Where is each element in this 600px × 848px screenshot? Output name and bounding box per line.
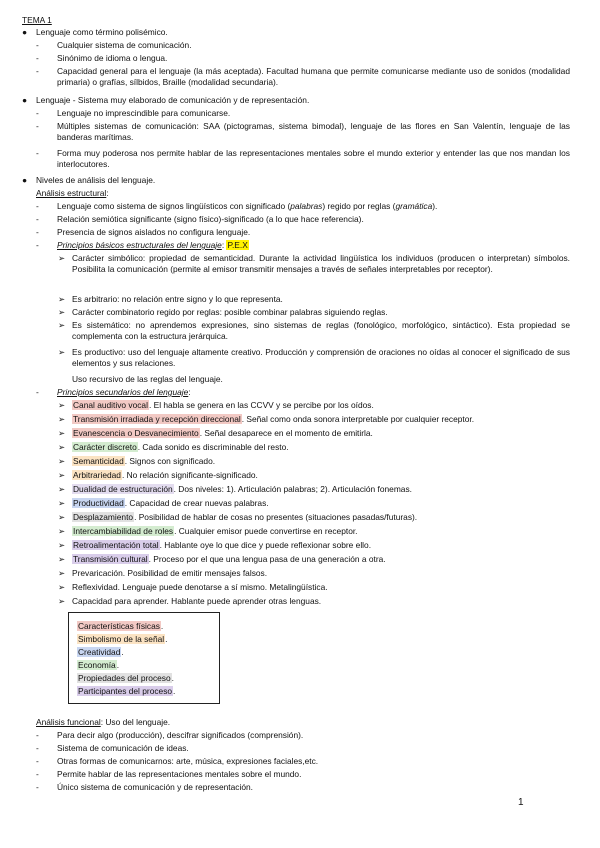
arrow-item: ➢ Capacidad para aprender. Hablante puede aprender otras lenguas.: [58, 596, 322, 606]
arrow-item: ➢ Dualidad de estructuración. Dos niveles: 1). Articulación palabras; 2). Articulación fonemas.: [58, 484, 412, 494]
dash-icon: -: [36, 730, 39, 740]
arrow-item: ➢ Retroalimentación total. Hablante oye lo que dice y puede reflexionar sobre ello.: [58, 540, 372, 550]
dash-icon: -: [36, 66, 39, 76]
legend-item: Creatividad.: [78, 647, 124, 657]
list-item: - Capacidad general para el lenguaje (la más aceptada). Facultad humana que permite comunicarse mediante uso de sonidos (modalidad primaria) o grafías, sílbidos, Braille (modalidad secundaria).: [36, 66, 570, 87]
arrow-icon: ➢: [58, 512, 66, 522]
arrow-item: ➢ Evanescencia o Desvanecimiento. Señal desaparece en el momento de emitirla.: [58, 428, 373, 438]
arrow-icon: ➢: [58, 526, 66, 536]
arrow-item: ➢ Reflexividad. Lenguaje puede denotarse a sí mismo. Metalingüística.: [58, 582, 328, 592]
dash-icon: -: [36, 240, 39, 250]
estructural-heading: Análisis estructural:: [36, 188, 109, 198]
arrow-icon: ➢: [58, 347, 66, 357]
arrow-icon: ➢: [58, 320, 66, 330]
pex-highlight: P.E.X: [227, 240, 248, 250]
dash-icon: -: [36, 387, 39, 397]
arrow-item-continuation: Uso recursivo de las reglas del lenguaje.: [72, 374, 223, 384]
arrow-item: ➢ Es sistemático: no aprendemos expresiones, sino sistemas de reglas (fonológico, morfológico, sintáctico). Esta propiedad se complementa con la estructura jerárquica.: [58, 320, 570, 341]
arrow-icon: ➢: [58, 456, 66, 466]
arrow-item: ➢ Desplazamiento. Posibilidad de hablar de cosas no presentes (situaciones pasadas/futuras).: [58, 512, 418, 522]
dash-icon: -: [36, 782, 39, 792]
arrow-item: ➢ Carácter combinatorio regido por reglas: posible combinar palabras siguiendo reglas.: [58, 307, 388, 317]
bullet-icon: ●: [22, 95, 28, 105]
dash-icon: -: [36, 743, 39, 753]
arrow-icon: ➢: [58, 428, 66, 438]
legend-item: Propiedades del proceso.: [78, 673, 174, 683]
arrow-icon: ➢: [58, 470, 66, 480]
arrow-icon: ➢: [58, 568, 66, 578]
arrow-item: ➢ Carácter discreto. Cada sonido es discriminable del resto.: [58, 442, 289, 452]
category-legend-box: [68, 612, 220, 704]
arrow-icon: ➢: [58, 400, 66, 410]
arrow-icon: ➢: [58, 554, 66, 564]
dash-icon: -: [36, 201, 39, 211]
page-number: 1: [518, 797, 524, 808]
legend-item: Simbolismo de la señal.: [78, 634, 168, 644]
arrow-item: ➢ Prevaricación. Posibilidad de emitir mensajes falsos.: [58, 568, 268, 578]
arrow-icon: ➢: [58, 414, 66, 424]
arrow-icon: ➢: [58, 442, 66, 452]
arrow-item: ➢ Intercambiabilidad de roles. Cualquier emisor puede convertirse en receptor.: [58, 526, 358, 536]
dash-icon: -: [36, 53, 39, 63]
arrow-item: ➢ Semanticidad. Signos con significado.: [58, 456, 216, 466]
dash-icon: -: [36, 756, 39, 766]
arrow-icon: ➢: [58, 498, 66, 508]
dash-icon: -: [36, 214, 39, 224]
dash-icon: -: [36, 40, 39, 50]
dash-icon: -: [36, 121, 39, 131]
dash-icon: -: [36, 227, 39, 237]
legend-item: Participantes del proceso.: [78, 686, 176, 696]
arrow-item: ➢ Arbitrariedad. No relación significante-significado.: [58, 470, 258, 480]
document-page: TEMA 1 ● Lenguaje como término polisémico. - Cualquier sistema de comunicación. - Sinónimo de idioma o lengua. - Capacidad general para el lenguaje (la más aceptada). Facultad humana que permite comunicarse mediante uso de sonidos (modalidad primaria) o grafías, sílbidos, Braille (modalidad secundaria). ● Lenguaje - Sistema muy elaborado de comunicación y de representación. - Lenguaje no imprescindible para comunicarse. - Múltiples sistemas de comunicación: SAA (pictogramas, sistema bimodal), lenguaje de las flores en San Valentín, lenguaje de las banderas marítimas. - Forma muy poderosa nos permite hablar de las representaciones mentales sobre el mundo exterior y entender las que nos mandan los interlocutores. ● Niveles de análisis del lenguaje. Análisis estructural: - Lenguaje como sistema de signos lingüísticos con significado (palabras) regido por reglas (gramática). - Relación semiótica significante (signo físico)-significado (a lo que hace referencia). - Presencia de signos aislados no configura lenguaje. - Principios básicos estructurales del lenguaje: P.E.X ➢ Carácter simbólico: propiedad de semanticidad. Durante la actividad lingüística los individuos (producen o interpretan) símbolos. Posibilita la comunicación (permite al emisor transmitir mensajes a través de señales interpretables por receptor). ➢ Es arbitrario: no relación entre signo y lo que representa. ➢ Carácter combinatorio regido por reglas: posible combinar palabras siguiendo reglas. ➢ Es sistemático: no aprendemos expresiones, sino sistemas de reglas (fonológico, morfológico, sintáctico). Esta propiedad se complementa con la estructura jerárquica. ➢ Es productivo: uso del lenguaje altamente creativo. Producción y comprensión de oraciones no oídas al conocer el significado de sus elementos y sus relaciones. Uso recursivo de las reglas del lenguaje. - Principios secundarios del lenguaje: ➢ Canal auditivo vocal. El habla se genera en las CCVV y se percibe por los oídos. ➢ Transmisión irradiada y recepción direccional. Señal como onda sonora interpretable por cualquier receptor. ➢ Evanescencia o Desvanecimiento. Señal desaparece en el momento de emitirla. ➢ Carácter discreto. Cada sonido es discriminable del resto. ➢ Semanticidad. Signos con significado. ➢ Arbitrariedad. No relación significante-significado. ➢ Dualidad de estructuración. Dos niveles: 1). Articulación palabras; 2). Articulación fonemas. ➢ Productividad. Capacidad de crear nuevas palabras. ➢ Desplazamiento. Posibilidad de hablar de cosas no presentes (situaciones pasadas/futuras). ➢ Intercambiabilidad de roles. Cualquier emisor puede convertirse en receptor. ➢ Retroalimentación total. Hablante oye lo que dice y puede reflexionar sobre ello. ➢ Transmisión cultural. Proceso por el que una lengua pasa de una generación a otra. ➢ Prevaricación. Posibilidad de emitir mensajes falsos. ➢ Reflexividad. Lenguaje puede denotarse a sí mismo. Metalingüística. ➢ Capacidad para aprender. Hablante puede aprender otras lenguas. Características físicas. Simbolismo de la señal. Creatividad. Economía. Propiedades del proceso. Participantes del proceso. Análisis funcional: Uso del lenguaje. - Para decir algo (producción), descifrar significados (comprensión). - Sistema de comunicación de ideas. - Otras formas de comunicarnos: arte, música, expresiones faciales,etc. - Permite hablar de las representaciones mentales sobre el mundo. - Único sistema de comunicación y de representación. 1: [22, 15, 570, 808]
dash-icon: -: [36, 108, 39, 118]
dash-icon: -: [36, 148, 39, 158]
funcional-heading: Análisis funcional: Uso del lenguaje.: [36, 717, 171, 727]
list-item: - Múltiples sistemas de comunicación: SAA (pictogramas, sistema bimodal), lenguaje de las flores en San Valentín, lenguaje de las banderas marítimas.: [36, 121, 570, 142]
arrow-icon: ➢: [58, 540, 66, 550]
arrow-item: ➢ Es arbitrario: no relación entre signo y lo que representa.: [58, 294, 283, 304]
bullet-icon: ●: [22, 175, 28, 185]
list-item: - Forma muy poderosa nos permite hablar de las representaciones mentales sobre el mundo exterior y entender las que nos mandan los interlocutores.: [36, 148, 570, 169]
arrow-item: ➢ Es productivo: uso del lenguaje altamente creativo. Producción y comprensión de oraciones no oídas al conocer el significado de sus elementos y sus relaciones.: [58, 347, 570, 368]
arrow-item: ➢ Transmisión cultural. Proceso por el que una lengua pasa de una generación a otra.: [58, 554, 386, 564]
dash-icon: -: [36, 769, 39, 779]
arrow-icon: ➢: [58, 294, 66, 304]
legend-item: Economía.: [78, 660, 120, 670]
arrow-icon: ➢: [58, 582, 66, 592]
doc-title: TEMA 1: [22, 15, 52, 25]
arrow-icon: ➢: [58, 596, 66, 606]
legend-item: Características físicas.: [78, 621, 164, 631]
bullet-icon: ●: [22, 27, 28, 37]
arrow-icon: ➢: [58, 484, 66, 494]
arrow-item: ➢ Productividad. Capacidad de crear nuevas palabras.: [58, 498, 269, 508]
arrow-item: ➢ Carácter simbólico: propiedad de semanticidad. Durante la actividad lingüística los individuos (producen o interpretan) símbolos. Posibilita la comunicación (permite al emisor transmitir mensajes a través de señales interpretables por receptor).: [58, 253, 570, 274]
arrow-icon: ➢: [58, 253, 66, 263]
arrow-item: ➢ Canal auditivo vocal. El habla se genera en las CCVV y se percibe por los oídos.: [58, 400, 374, 410]
arrow-item: ➢ Transmisión irradiada y recepción direccional. Señal como onda sonora interpretable por cualquier receptor.: [58, 414, 475, 424]
arrow-icon: ➢: [58, 307, 66, 317]
